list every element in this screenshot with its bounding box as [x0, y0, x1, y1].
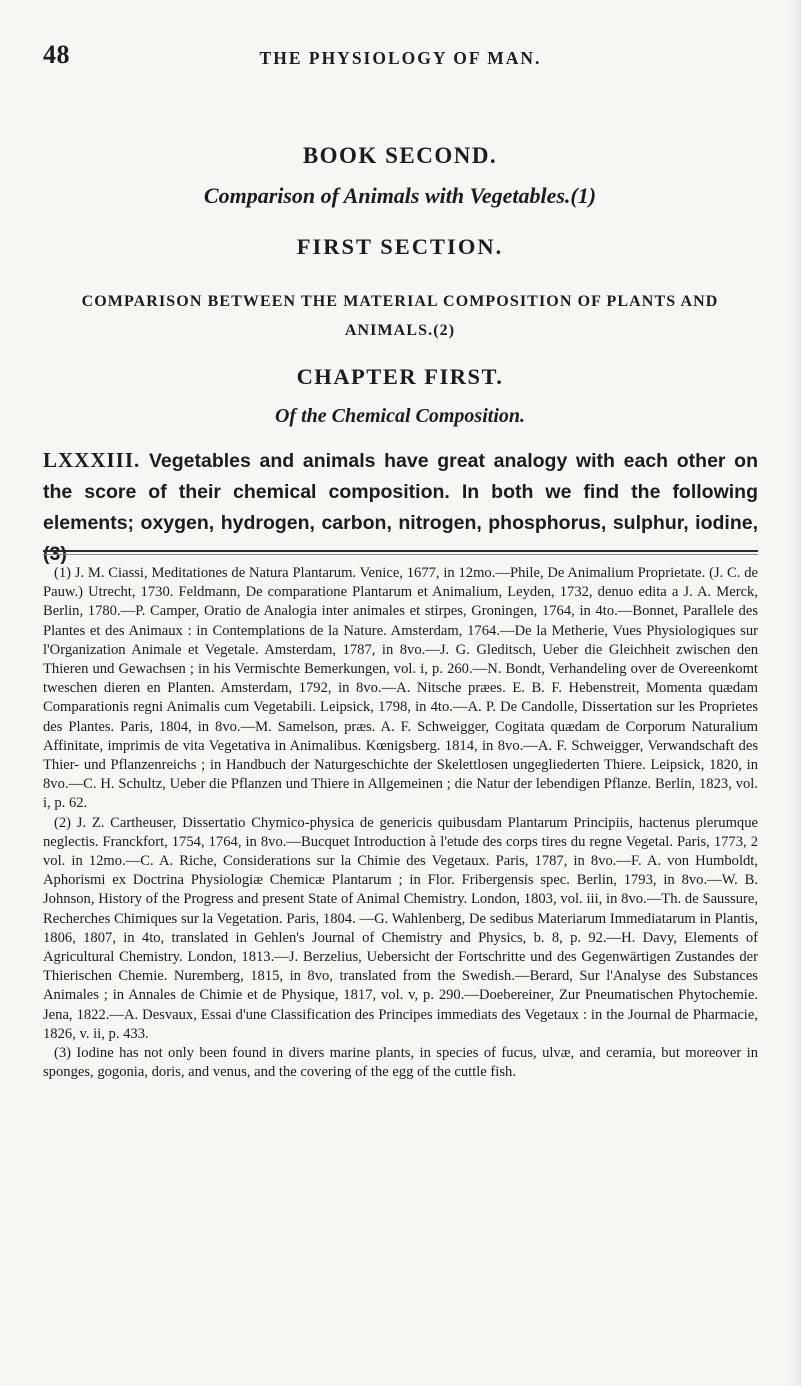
footnote-3: (3) Iodine has not only been found in divers marine plants, in species of fucus, ulvæ, and ceramia, but moreover in sponges, gogonia, doris, and venus, and the covering of the egg of the cuttle fish.	[43, 1045, 758, 1081]
chapter-heading: CHAPTER FIRST.	[296, 364, 504, 389]
running-title: THE PHYSIOLOGY OF MAN.	[259, 48, 542, 68]
section-heading: FIRST SECTION.	[296, 234, 504, 259]
footnote-rule-thin	[43, 554, 758, 555]
footnote-1: (1) J. M. Ciassi, Meditationes de Natura Plantarum. Venice, 1677, in 12mo.—Phile, De Animalium Proprietate. (J. C. de Pauw.) Utrecht, 1730. Feldmann, De comparatione Plantarum et Animalium, Leyden, 1732, denuo edita a J. A. Merck, Berlin, 1780.—P. Camper, Oratio de Analogia inter animales et stirpes, Groningen, 1764, in 4to.—Bonnet, Parallele des Plantes et des Animaux : in Contemplations de la Nature. Amsterdam, 1764.—De la Metherie, Vues Physiologiques sur l'Organization Animale et Vegetale. Amsterdam, 1787, in 8vo.—J. G. Gleditsch, Ueber die Gleichheit zwischen den Thieren und Gewachsen ; in his Vermischte Bemerkungen, vol. i, p. 260.—N. Bondt, Verhandeling over de Overeenkomt tweschen dieren en Planten. Amsterdam, 1792, in 8vo.—A. Nitsche præes. E. B. F. Hebenstreit, Momenta quædam Comparationis regni Animalis cum Vegetabili. Leipsick, 1798, in 4to.—A. P. De Candolle, Dissertation sur les Proprietes des Plantes. Paris, 1804, in 8vo.—M. Samelson, præs. A. F. Schweigger, Cogitata quædam de Corporum Naturalium Affinitate, imprimis de vita Vegetativa in Animalibus. Kœnigsberg. 1814, in 8vo.—A. F. Schweigger, Verwandschaft des Thier- und Pflanzenreichs ; in Handbuch der Naturgeschichte der Skelettlosen ungegliederten Thiere. Leipsick, 1820, in 8vo.—C. H. Schultz, Ueber die Pflanzen und Thiere in Allgemeinen ; die Natur der lebendigen Pflanze. Berlin, 1823, vol. i, p. 62.	[43, 565, 758, 812]
section-subtitle: COMPARISON BETWEEN THE MATERIAL COMPOSITION OF PLANTS AND ANIMALS.(2)	[81, 293, 719, 339]
chapter-subtitle: Of the Chemical Composition.	[274, 405, 526, 427]
book-heading: BOOK SECOND.	[302, 143, 498, 168]
footnote-2: (2) J. Z. Cartheuser, Dissertatio Chymico-physica de genericis quibusdam Plantarum Principiis, hactenus plerumque neglectis. Franckfort, 1754, 1764, in 8vo.—Bucquet Introduction à l'etude des corps tires du regne Vegetal. Paris, 1773, 2 vol. in 12mo.—C. A. Riche, Considerations sur la Chimie des Vegetaux. Paris, 1787, in 8vo.—F. A. von Humboldt, Aphorismi ex Doctrina Physiologiæ Chemicæ Plantarum ; in Flor. Fribergensis spec. Berlin, 1793, in 8vo.—W. B. Johnson, History of the Progress and present State of Animal Chemistry. London, 1803, vol. iii, in 8vo.—Th. de Saussure, Recherches Chimiques sur la Vegetation. Paris, 1804. —G. Wahlenberg, De sedibus Materiarum Immediatarum in Plantis, 1806, 1807, in 4to, translated in Gehlen's Journal of Chemistry and Physics, b. 8, p. 92.—H. Davy, Elements of Agricultural Chemistry. London, 1813.—J. Berzelius, Uebersicht der Fortschritte und des Gegenwärtigen Zustandes der Thierischen Chemie. Nuremberg, 1815, in 8vo, translated from the Swedish.—Berard, Sur l'Analyse des Substances Animales ; in Annales de Chimie et de Physique, 1817, vol. v, p. 290.—Doebereiner, Zur Pneumatischen Phytochemie. Jena, 1822.—A. Desvaux, Essai d'une Classification des Principes immediats des Vegetaux : in the Journal de Pharmacie, 1826, v. ii, p. 433.	[43, 814, 758, 1042]
paragraph-text: Vegetables and animals have great analogy with each other on the score of their chemical composition. In both we find the following elements; oxygen, hydrogen, carbon, nitrogen, phosphorus, sulphur, iodine,	[43, 450, 758, 534]
footnote-rule	[43, 550, 758, 552]
running-head	[0, 40, 801, 70]
footnotes	[43, 564, 758, 1082]
page-number: 48	[43, 40, 70, 69]
page-edge-shadow	[787, 0, 801, 1386]
paragraph-number: LXXXIII.	[43, 448, 141, 472]
book-subtitle: Comparison of Animals with Vegetables.(1)	[203, 183, 597, 208]
